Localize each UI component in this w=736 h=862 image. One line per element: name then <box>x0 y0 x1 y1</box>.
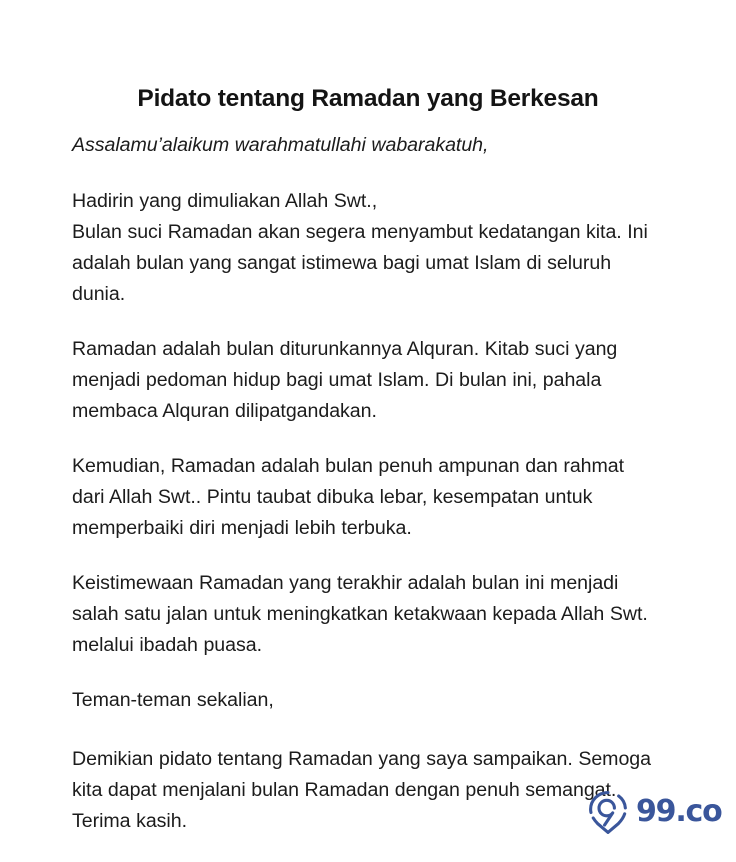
paragraph-greeting: Assalamu’alaikum warahmatullahi wabarakatuh, <box>72 134 489 156</box>
paragraph-salutation-audience <box>72 186 652 310</box>
document-body <box>72 130 652 837</box>
paragraph-ketakwaan: Keistimewaan Ramadan yang terakhir adalah bulan ini menjadi salah satu jalan untuk meningkatkan ketakwaan kepada Allah Swt. melalui ibadah puasa. <box>72 572 648 656</box>
paragraph-penutup: Demikian pidato tentang Ramadan yang saya sampaikan. Semoga kita dapat menjalani bulan Ramadan dengan penuh semangat. Terima kasih. <box>72 748 651 832</box>
paragraph-alquran: Ramadan adalah bulan diturunkannya Alquran. Kitab suci yang menjadi pedoman hidup bagi umat Islam. Di bulan ini, pahala membaca Alquran dilipatgandakan. <box>72 338 618 422</box>
brand-logo <box>588 790 722 834</box>
paragraph-line: Hadirin yang dimuliakan Allah Swt., <box>72 190 378 212</box>
paragraph-teman-teman: Teman-teman sekalian, <box>72 689 274 711</box>
paragraph-line: Bulan suci Ramadan akan segera menyambut kedatangan kita. Ini adalah bulan yang sangat istimewa bagi umat Islam di seluruh dunia. <box>72 221 648 305</box>
map-pin-nine-icon <box>588 790 628 834</box>
paragraph-ampunan-rahmat: Kemudian, Ramadan adalah bulan penuh ampunan dan rahmat dari Allah Swt.. Pintu taubat dibuka lebar, kesempatan untuk memperbaiki diri menjadi lebih terbuka. <box>72 455 625 539</box>
map-pin-nine-icon-svg <box>588 790 628 834</box>
brand-logo-text: 99.co <box>636 794 722 829</box>
page-title: Pidato tentang Ramadan yang Berkesan <box>137 85 599 113</box>
